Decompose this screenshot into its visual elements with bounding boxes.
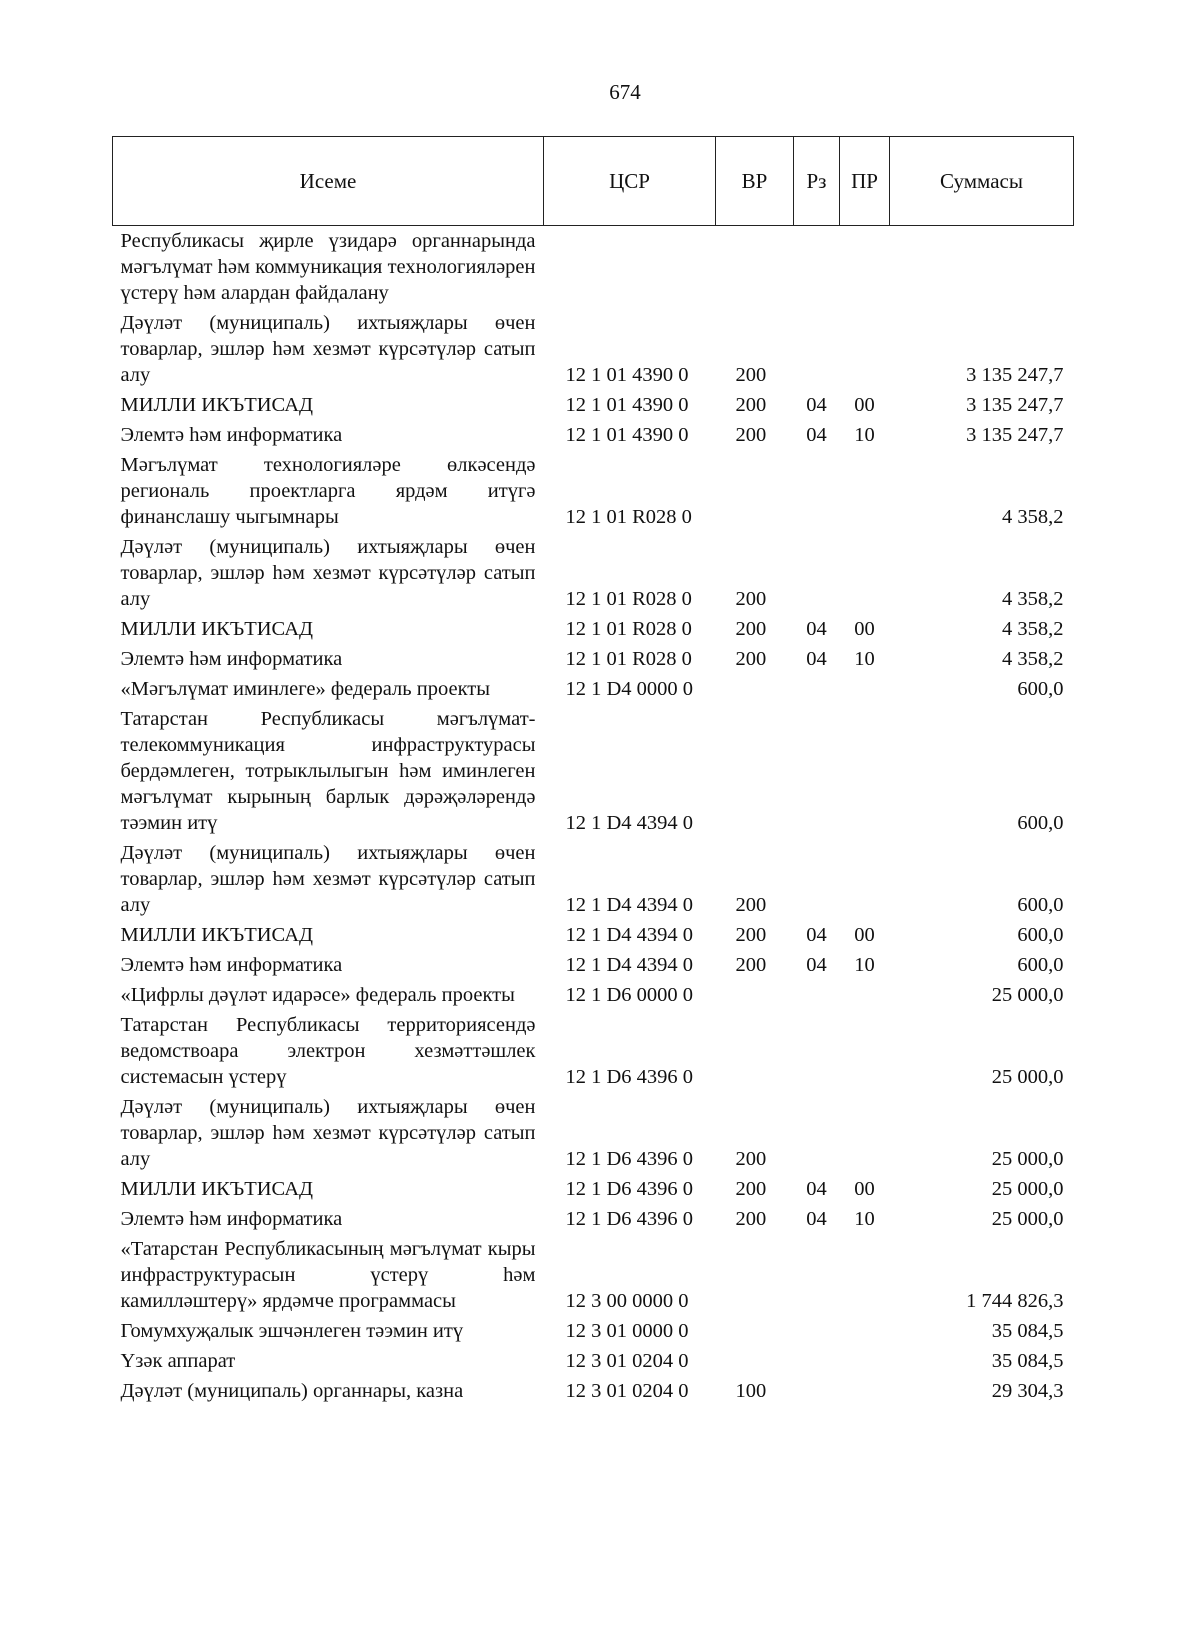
row-rz: 04	[806, 1208, 827, 1230]
row-vr	[716, 1010, 794, 1092]
row-vr: 200	[735, 954, 767, 976]
row-pr	[840, 1316, 890, 1346]
row-csr: 12 1 01 4390 0	[565, 364, 689, 386]
row-sum: 600,0	[1017, 678, 1064, 700]
row-sum: 3 135 247,7	[966, 424, 1064, 446]
table-row	[113, 308, 1074, 390]
row-vr	[716, 226, 794, 309]
row-rz	[794, 450, 840, 532]
row-rz: 04	[806, 618, 827, 640]
table-row	[113, 450, 1074, 532]
row-vr: 200	[735, 424, 767, 446]
row-name: Үзәк аппарат	[120, 1350, 236, 1372]
row-sum: 25 000,0	[991, 1208, 1064, 1230]
row-sum: 3 135 247,7	[966, 394, 1064, 416]
header-pr: ПР	[840, 137, 890, 226]
row-pr: 10	[854, 1208, 875, 1230]
row-name: Дәүләт (муниципаль) ихтыяҗлары өчен товарлар, эшләр һәм хезмәт күрсәтүләр сатып алу	[120, 536, 536, 610]
table-row	[113, 614, 1074, 644]
row-pr	[840, 226, 890, 309]
row-name: «Цифрлы дәүләт идарәсе» федераль проекты	[120, 984, 515, 1006]
row-name: Дәүләт (муниципаль) ихтыяҗлары өчен товарлар, эшләр һәм хезмәт күрсәтүләр сатып алу	[120, 1096, 536, 1170]
table-row	[113, 1174, 1074, 1204]
row-pr	[840, 838, 890, 920]
header-rz: Рз	[794, 137, 840, 226]
row-rz	[794, 1092, 840, 1174]
row-rz: 04	[806, 648, 827, 670]
row-vr: 200	[735, 1178, 767, 1200]
row-vr	[716, 980, 794, 1010]
row-sum: 25 000,0	[991, 1178, 1064, 1200]
row-sum: 4 358,2	[1002, 506, 1064, 528]
row-name: «Татарстан Республикасының мәгълүмат кыры инфраструктурасын үстерү һәм камилләштерү» ярдәмче программасы	[120, 1238, 536, 1312]
row-csr: 12 1 01 R028 0	[565, 648, 692, 670]
row-name: Республикасы җирле үзидарә органнарында мәгълүмат һәм коммуникация технологияләрен үстерү һәм алардан файдалану	[120, 230, 536, 304]
row-name: Татарстан Республикасы территориясендә ведомствоара электрон хезмәттәшлек системасын үстерү	[120, 1014, 536, 1088]
row-csr: 12 1 D6 0000 0	[565, 984, 694, 1006]
header-sum: Суммасы	[890, 137, 1074, 226]
row-pr: 10	[854, 424, 875, 446]
row-pr	[840, 704, 890, 838]
row-sum: 35 084,5	[991, 1320, 1064, 1342]
row-rz: 04	[806, 924, 827, 946]
row-vr: 200	[735, 364, 767, 386]
table-row	[113, 390, 1074, 420]
table-row	[113, 1204, 1074, 1234]
row-pr: 00	[854, 394, 875, 416]
row-csr: 12 3 01 0204 0	[565, 1380, 689, 1402]
row-rz	[794, 1010, 840, 1092]
row-vr: 200	[735, 588, 767, 610]
row-name: МИЛЛИ ИКЪТИСАД	[120, 1178, 313, 1200]
row-pr: 00	[854, 924, 875, 946]
row-vr	[716, 1316, 794, 1346]
table-row	[113, 704, 1074, 838]
row-vr: 200	[735, 924, 767, 946]
row-sum: 35 084,5	[991, 1350, 1064, 1372]
row-rz: 04	[806, 424, 827, 446]
row-name: МИЛЛИ ИКЪТИСАД	[120, 618, 313, 640]
row-rz: 04	[806, 954, 827, 976]
row-name: Элемтә һәм информатика	[120, 424, 343, 446]
table-row	[113, 920, 1074, 950]
row-sum: 25 000,0	[991, 1066, 1064, 1088]
row-csr: 12 3 00 0000 0	[565, 1290, 689, 1312]
table-row	[113, 950, 1074, 980]
row-rz	[794, 1346, 840, 1376]
table-row	[113, 226, 1074, 309]
table-row	[113, 532, 1074, 614]
row-pr	[840, 1234, 890, 1316]
row-rz	[794, 532, 840, 614]
row-rz: 04	[806, 1178, 827, 1200]
row-rz: 04	[806, 394, 827, 416]
row-csr: 12 1 01 4390 0	[565, 424, 689, 446]
row-sum: 1 744 826,3	[966, 1290, 1064, 1312]
row-rz	[794, 1234, 840, 1316]
row-vr: 200	[735, 394, 767, 416]
row-name: МИЛЛИ ИКЪТИСАД	[120, 924, 313, 946]
row-sum: 600,0	[1017, 924, 1064, 946]
table-row	[113, 644, 1074, 674]
row-name: Дәүләт (муниципаль) ихтыяҗлары өчен товарлар, эшләр һәм хезмәт күрсәтүләр сатып алу	[120, 312, 536, 386]
row-vr	[716, 1234, 794, 1316]
table-row	[113, 838, 1074, 920]
row-csr: 12 1 01 R028 0	[565, 618, 692, 640]
table-row	[113, 1010, 1074, 1092]
row-sum: 600,0	[1017, 894, 1064, 916]
budget-table	[112, 136, 1074, 1406]
row-sum: 4 358,2	[1002, 588, 1064, 610]
row-csr: 12 1 D4 4394 0	[565, 894, 694, 916]
row-csr: 12 1 D4 4394 0	[565, 924, 694, 946]
row-vr	[716, 704, 794, 838]
table-row	[113, 1092, 1074, 1174]
row-csr: 12 1 D6 4396 0	[565, 1066, 694, 1088]
row-sum: 4 358,2	[1002, 648, 1064, 670]
row-rz	[794, 980, 840, 1010]
row-pr: 00	[854, 618, 875, 640]
row-name: Дәүләт (муниципаль) ихтыяҗлары өчен товарлар, эшләр һәм хезмәт күрсәтүләр сатып алу	[120, 842, 536, 916]
row-name: Татарстан Республикасы мәгълүмат-телекоммуникация инфраструктурасы бердәмлеген, тотрыклылыгын һәм иминлеген мәгълүмат кырының барлык дәрәҗәләрендә тәэмин итү	[120, 708, 536, 834]
row-csr: 12 1 01 R028 0	[565, 506, 692, 528]
row-name: «Мәгълүмат иминлеге» федераль проекты	[120, 678, 490, 700]
row-csr: 12 1 D4 0000 0	[565, 678, 694, 700]
table-row	[113, 674, 1074, 704]
table-header-row	[113, 137, 1074, 226]
row-vr	[716, 674, 794, 704]
row-csr: 12 1 D6 4396 0	[565, 1208, 694, 1230]
table-row	[113, 1234, 1074, 1316]
row-name: МИЛЛИ ИКЪТИСАД	[120, 394, 313, 416]
row-pr	[840, 1092, 890, 1174]
table-row	[113, 1346, 1074, 1376]
row-name: Дәүләт (муниципаль) органнары, казна	[120, 1380, 464, 1402]
row-sum: 25 000,0	[991, 984, 1064, 1006]
row-csr: 12 1 D4 4394 0	[565, 812, 694, 834]
row-pr	[840, 1346, 890, 1376]
row-vr: 200	[735, 618, 767, 640]
header-name: Исеме	[113, 137, 544, 226]
row-pr	[840, 1376, 890, 1406]
row-csr: 12 1 D6 4396 0	[565, 1178, 694, 1200]
row-vr: 100	[735, 1380, 767, 1402]
row-sum: 600,0	[1017, 812, 1064, 834]
row-vr	[716, 1346, 794, 1376]
row-sum: 4 358,2	[1002, 618, 1064, 640]
row-name: Элемтә һәм информатика	[120, 1208, 343, 1230]
row-csr: 12 3 01 0204 0	[565, 1350, 689, 1372]
row-sum: 29 304,3	[991, 1380, 1064, 1402]
row-sum: 600,0	[1017, 954, 1064, 976]
row-pr	[840, 980, 890, 1010]
row-rz	[794, 308, 840, 390]
row-sum	[890, 226, 1074, 309]
row-csr	[544, 226, 716, 309]
row-rz	[794, 226, 840, 309]
row-pr	[840, 532, 890, 614]
row-csr: 12 1 01 4390 0	[565, 394, 689, 416]
row-name: Гомумхуҗалык эшчәнлеген тәэмин итү	[120, 1320, 464, 1342]
row-name: Мәгълүмат технологияләре өлкәсендә региональ проектларга ярдәм итүгә финанслашу чыгымнары	[120, 454, 536, 528]
row-rz	[794, 674, 840, 704]
row-pr: 10	[854, 648, 875, 670]
table-row	[113, 1376, 1074, 1406]
row-csr: 12 3 01 0000 0	[565, 1320, 689, 1342]
row-vr: 200	[735, 1148, 767, 1170]
row-rz	[794, 1316, 840, 1346]
row-name: Элемтә һәм информатика	[120, 954, 343, 976]
table-row	[113, 1316, 1074, 1346]
row-pr	[840, 450, 890, 532]
row-vr: 200	[735, 648, 767, 670]
row-pr: 10	[854, 954, 875, 976]
row-sum: 25 000,0	[991, 1148, 1064, 1170]
row-pr: 00	[854, 1178, 875, 1200]
row-pr	[840, 1010, 890, 1092]
header-vr: ВР	[716, 137, 794, 226]
row-vr	[716, 450, 794, 532]
row-name: Элемтә һәм информатика	[120, 648, 343, 670]
header-csr: ЦСР	[544, 137, 716, 226]
table-row	[113, 980, 1074, 1010]
row-pr	[840, 674, 890, 704]
row-rz	[794, 704, 840, 838]
row-rz	[794, 838, 840, 920]
row-csr: 12 1 D4 4394 0	[565, 954, 694, 976]
row-csr: 12 1 D6 4396 0	[565, 1148, 694, 1170]
row-pr	[840, 308, 890, 390]
table-row	[113, 420, 1074, 450]
page-number: 674	[609, 80, 641, 104]
row-rz	[794, 1376, 840, 1406]
row-sum: 3 135 247,7	[966, 364, 1064, 386]
row-vr: 200	[735, 1208, 767, 1230]
row-csr: 12 1 01 R028 0	[565, 588, 692, 610]
row-vr: 200	[735, 894, 767, 916]
